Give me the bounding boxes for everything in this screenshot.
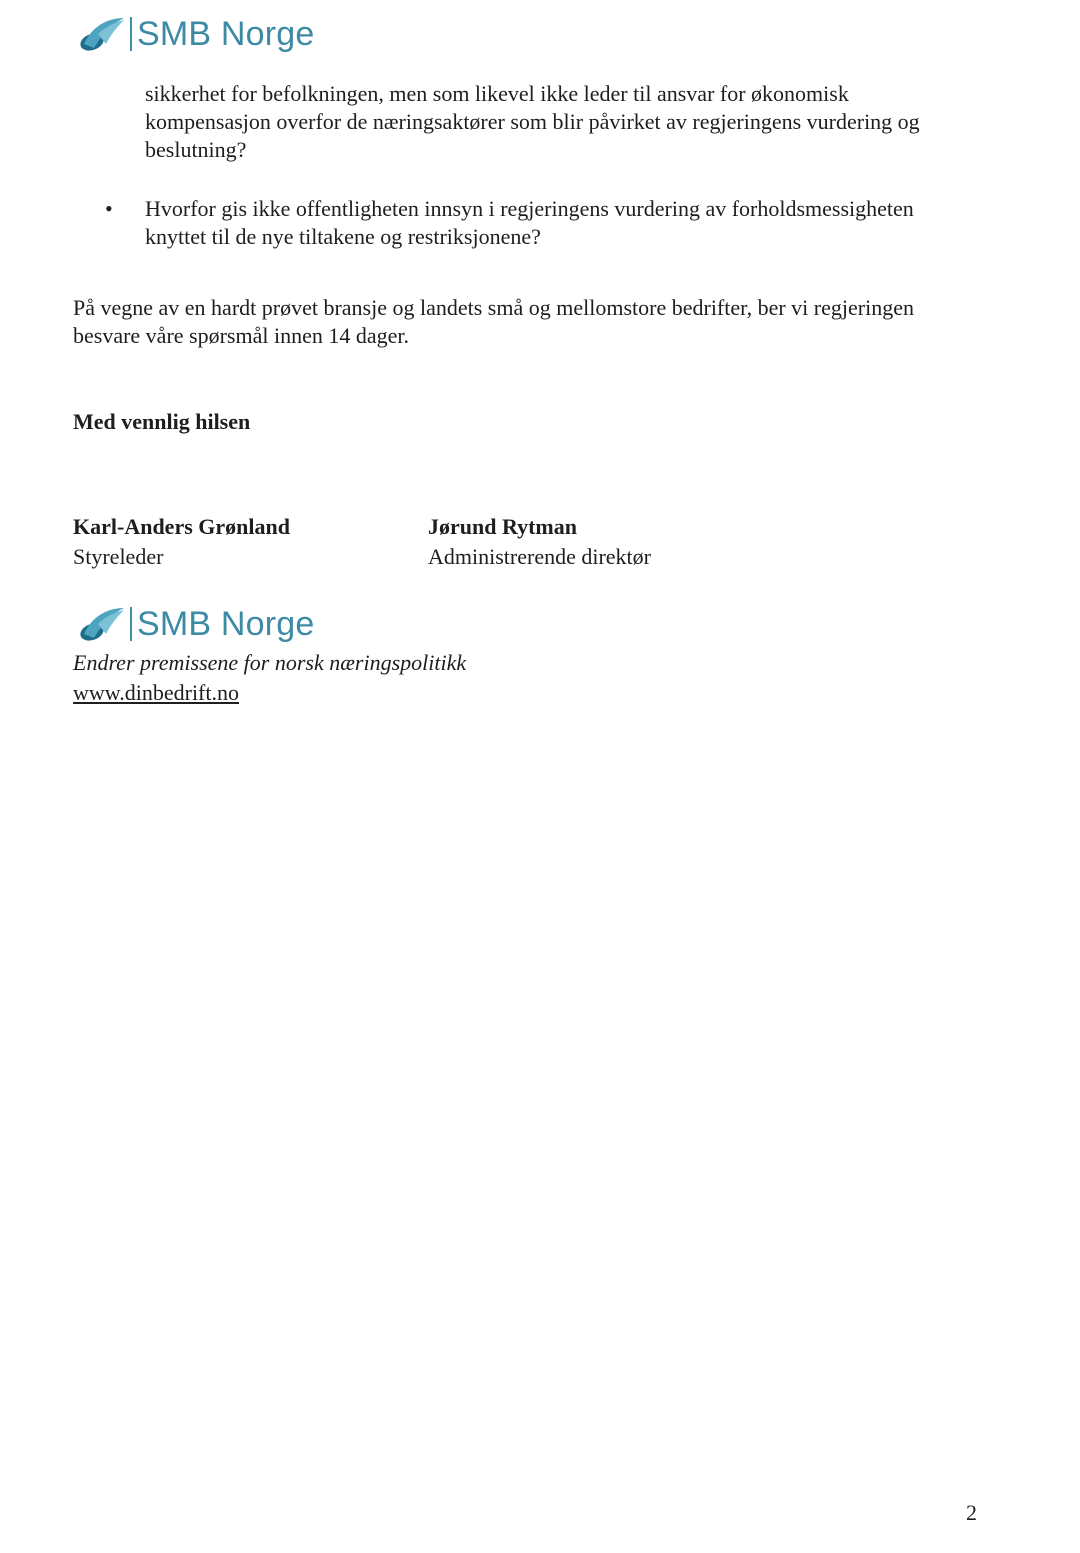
smb-swoosh-icon (78, 14, 126, 54)
signer-name: Jørund Rytman (428, 514, 577, 539)
tagline: Endrer premissene for norsk næringspolitikk (73, 650, 467, 675)
signer-title: Styreleder (73, 544, 164, 569)
list-item (105, 195, 975, 251)
signer-ceo (428, 512, 651, 572)
signer-name: Karl-Anders Grønland (73, 514, 290, 539)
bullet-icon: • (105, 196, 113, 221)
greeting: Med vennlig hilsen (73, 409, 251, 434)
logo-divider (130, 607, 132, 641)
header-logo (78, 12, 315, 56)
website-link[interactable]: www.dinbedrift.no (73, 680, 239, 705)
logo-text: SMB Norge (137, 605, 315, 643)
bullet-text: Hvorfor gis ikke offentligheten innsyn i regjeringens vurdering av forholdsmessigheten knyttet til de nye tiltakene og restriksjonene? (145, 196, 914, 249)
logo-divider (130, 17, 132, 51)
footer-logo (78, 602, 315, 646)
smb-swoosh-icon (78, 604, 126, 644)
closing-paragraph: På vegne av en hardt prøvet bransje og landets små og mellomstore bedrifter, ber vi regjeringen besvare våre spørsmål innen 14 dager. (73, 295, 914, 348)
continuation-paragraph: sikkerhet for befolkningen, men som likevel ikke leder til ansvar for økonomisk kompensasjon overfor de næringsaktører som blir påvirket av regjeringens vurdering og beslutning? (145, 81, 920, 162)
signer-chair (73, 512, 290, 572)
logo-text: SMB Norge (137, 15, 315, 53)
question-list (105, 195, 975, 251)
signer-title: Administrerende direktør (428, 544, 651, 569)
page-number: 2 (966, 1500, 977, 1525)
